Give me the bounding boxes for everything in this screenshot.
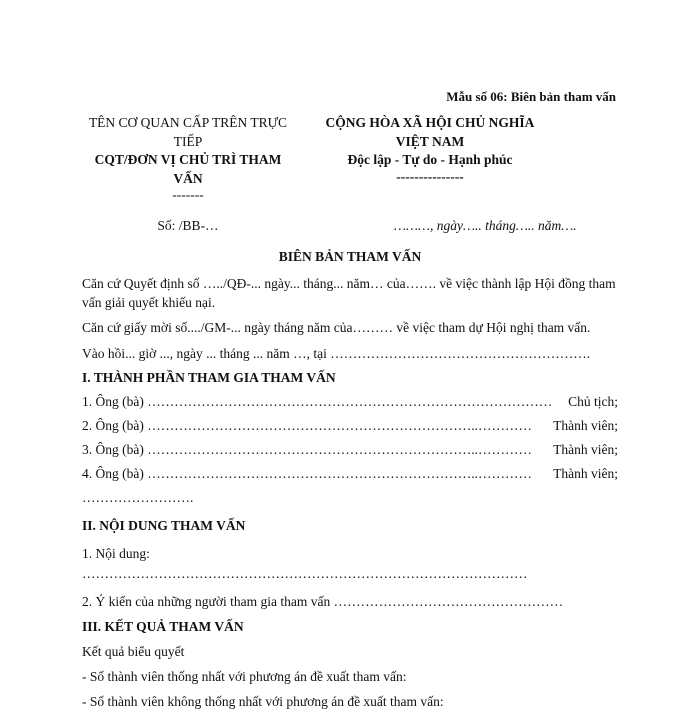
- participant-row: [82, 440, 618, 459]
- form-number: Mẫu số 06: Biên bản tham vấn: [446, 89, 616, 104]
- parent-agency-name: TÊN CƠ QUAN CẤP TRÊN TRỰC TIẾP: [88, 115, 288, 149]
- agency-separator: -------: [172, 187, 204, 202]
- section-content-heading: II. NỘI DUNG THAM VẤN: [82, 518, 246, 533]
- participant-role: Thành viên;: [553, 442, 618, 457]
- participant-list: [82, 392, 618, 483]
- motto-separator: ---------------: [396, 168, 464, 184]
- participant-name-line: 4. Ông (bà) ………………………………………………………………..…………: [82, 466, 532, 481]
- participant-role: Chủ tịch;: [568, 394, 618, 409]
- meeting-time-place: Vào hồi... giờ ..., ngày ... tháng ... năm …, tại ………………………………………………….: [82, 346, 591, 361]
- additional-participants-line: …………………….: [82, 490, 194, 505]
- participant-role: Thành viên;: [553, 466, 618, 481]
- agree-count-line: - Số thành viên thống nhất với phương án đề xuất tham vấn:: [82, 669, 407, 684]
- document-body: [82, 272, 618, 711]
- participant-name-line: 3. Ông (bà) ………………………………………………………………..…………: [82, 442, 532, 457]
- basis-invitation: Căn cứ giấy mời số..../GM-... ngày tháng năm của……… về việc tham dự Hội nghị tham vấn.: [82, 320, 591, 335]
- section-result-heading: III. KẾT QUẢ THAM VẤN: [82, 619, 244, 634]
- participant-opinions-line: 2. Ý kiến của những người tham gia tham vấn ……………………………………………: [82, 594, 564, 609]
- participant-row: [82, 416, 618, 435]
- nation-name: CỘNG HÒA XÃ HỘI CHỦ NGHĨA VIỆT NAM: [325, 115, 535, 149]
- national-motto: Độc lập - Tự do - Hạnh phúc: [347, 152, 513, 167]
- participant-row: [82, 464, 618, 483]
- presiding-unit-name: CQT/ĐƠN VỊ CHỦ TRÌ THAM VẤN: [94, 152, 282, 186]
- section-participants-heading: I. THÀNH PHẦN THAM GIA THAM VẤN: [82, 370, 336, 385]
- national-header: [312, 114, 548, 184]
- basis-decision: Căn cứ Quyết định số …../QĐ-... ngày... tháng... năm… của……. về việc thành lập Hội đồng tham vấn giải quyết khiếu nại.: [82, 276, 616, 310]
- content-label: 1. Nội dung:: [82, 546, 150, 561]
- issuing-agency-header: [80, 114, 296, 202]
- document-title: BIÊN BẢN THAM VẤN: [278, 249, 422, 264]
- participant-row: [82, 392, 618, 411]
- participant-name-line: 2. Ông (bà) ………………………………………………………………..…………: [82, 418, 532, 433]
- participant-name-line: 1. Ông (bà) ………………………………………………………………………………: [82, 394, 553, 409]
- participant-role: Thành viên;: [553, 418, 618, 433]
- document-number: Số: /BB-…: [157, 218, 219, 233]
- vote-result-label: Kết quả biểu quyết: [82, 644, 185, 659]
- disagree-count-line: - Số thành viên không thống nhất với phương án đề xuất tham vấn:: [82, 694, 444, 709]
- content-fill-line: ………………………………………………………………………………………: [82, 566, 528, 581]
- document-date: ………, ngày….. tháng….. năm….: [394, 218, 577, 233]
